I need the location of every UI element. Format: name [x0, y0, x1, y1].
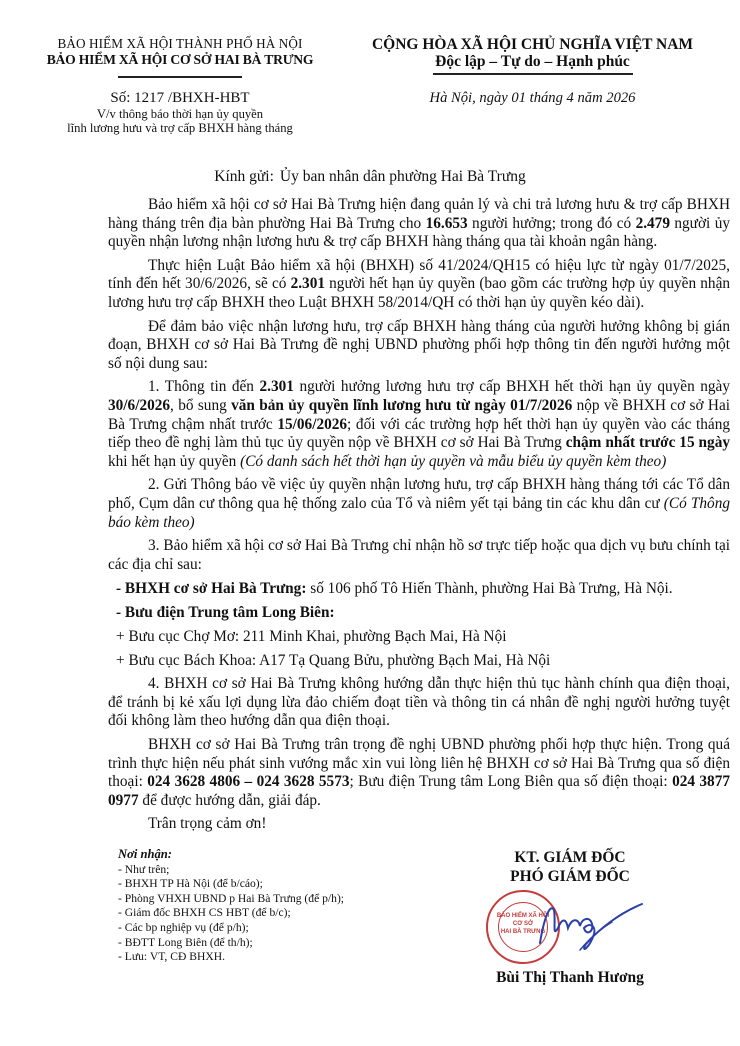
distribution-item: - BHXH TP Hà Nội (để b/cáo); — [118, 877, 263, 891]
stamp-and-signature — [470, 886, 670, 968]
subject-line-1: V/v thông báo thời hạn ủy quyền — [96, 106, 264, 121]
distribution-item: - Các bp nghiệp vụ (để p/h); — [118, 920, 249, 934]
address-post-cho-mo: + Bưu cục Chợ Mơ: 211 Minh Khai, phường Bạch Mai, Hà Nội — [116, 628, 507, 646]
thanks-line: Trân trọng cảm ơn! — [148, 815, 267, 833]
expiring-count: 2.301 — [290, 275, 325, 293]
national-motto: Độc lập – Tự do – Hạnh phúc — [435, 53, 630, 70]
distribution-item: - Như trên; — [118, 862, 170, 876]
official-stamp-icon: BẢO HIỂM XÃ HỘI CƠ SỞ HAI BÀ TRƯNG — [486, 890, 560, 964]
address-post-heading: - Bưu điện Trung tâm Long Biên: — [116, 604, 335, 622]
distribution-list — [118, 847, 418, 965]
signatory-title-1: KT. GIÁM ĐỐC — [514, 849, 626, 866]
distribution-item: - Phòng VHXH UBND p Hai Bà Trưng (để p/h); — [118, 891, 345, 905]
submission-deadline: 15/06/2026 — [277, 415, 348, 433]
required-document: văn bản ủy quyền lĩnh lương hưu từ ngày 01/7/2026 — [231, 396, 573, 414]
signature-block — [470, 848, 670, 987]
handwritten-signature-icon — [510, 888, 650, 958]
issuing-agency-block — [30, 36, 330, 135]
issuing-agency: BẢO HIỂM XÃ HỘI CƠ SỞ HAI BÀ TRƯNG — [46, 52, 314, 67]
post-office-phone: 024 3877 0977 — [108, 773, 731, 809]
nation-title: CỘNG HÒA XÃ HỘI CHỦ NGHĨA VIỆT NAM — [371, 36, 694, 53]
subject-line-2: lĩnh lương hưu và trợ cấp BHXH hàng tháng — [67, 120, 293, 135]
item-4: 4. BHXH cơ sở Hai Bà Trưng không hướng dẫn thực hiện thủ tục hành chính qua điện thoại, để tránh bị kẻ xấu lợi dụng lừa đảo chiếm đoạt tiền và thông tin cá nhân đề nghị người hưởng tuyệt đối không làm theo hướng dẫn qua điện thoại. — [108, 675, 730, 730]
paragraph-law: Thực hiện Luật Bảo hiểm xã hội (BHXH) số 41/2024/QH15 có hiệu lực từ ngày 01/7/2025, tính đến hết 30/6/2026, sẽ có 2.301 người hết hạn ủy quyền (bao gồm các trường hợp ủy quyền nhận lương hưu trợ cấp BHXH theo Luật BHXH 58/2014/QH có thời hạn ủy quyền kéo dài). — [108, 256, 731, 311]
address-post-bach-khoa: + Bưu cục Bách Khoa: A17 Tạ Quang Bửu, phường Bạch Mai, Hà Nội — [116, 652, 551, 670]
distribution-item: - BĐTT Long Biên (để th/h); — [118, 935, 253, 949]
total-beneficiaries: 16.653 — [425, 214, 468, 232]
addressee-label: Kính gửi: — [214, 168, 274, 185]
paragraph-intro: Bảo hiểm xã hội cơ sở Hai Bà Trưng hiện đang quản lý và chi trả lương hưu & trợ cấp BHXH hàng tháng trên địa bàn phường Hai Bà Trưng cho 16.653 người hưởng; trong đó có 2.479 người ủy quyền nhận lương nhận lương hưu & trợ cấp BHXH hàng tháng qua tài khoản ngân hàng. — [108, 196, 730, 251]
item-2: 2. Gửi Thông báo về việc ủy quyền nhận lương hưu, trợ cấp BHXH hàng tháng tới các Tổ dân phố, Cụm dân cư thông qua hệ thống zalo của Tổ và niêm yết tại bảng tin các khu dân cư (Có Thông báo kèm theo) — [108, 476, 730, 531]
place-and-date: Hà Nội, ngày 01 tháng 4 năm 2026 — [429, 89, 636, 106]
signatory-title-2: PHÓ GIÁM ĐỐC — [510, 868, 630, 885]
letter-body — [108, 196, 730, 839]
motto-underline — [433, 73, 633, 75]
agency-underline — [118, 76, 242, 78]
paragraph-purpose: Để đảm bảo việc nhận lương hưu, trợ cấp BHXH hàng tháng của người hưởng không bị gián đoạn, BHXH cơ sở Hai Bà Trưng đề nghị UBND phường phối hợp thông tin đến người hưởng một số nội dung sau: — [108, 317, 730, 372]
national-header-block — [340, 36, 725, 107]
signer-name: Bùi Thị Thanh Hương — [496, 969, 644, 986]
item-3: 3. Bảo hiểm xã hội cơ sở Hai Bà Trưng chỉ nhận hồ sơ trực tiếp hoặc qua dịch vụ bưu chính tại các địa chỉ sau: — [108, 537, 730, 573]
contact-phones: 024 3628 4806 – 024 3628 5573 — [147, 773, 350, 791]
attachment-note-2: (Có Thông báo kèm theo) — [108, 494, 730, 531]
address-office: - BHXH cơ sở Hai Bà Trưng: số 106 phố Tô Hiến Thành, phường Hai Bà Trưng, Hà Nội. — [116, 580, 673, 598]
authorized-count: 2.479 — [635, 214, 670, 232]
distribution-item: - Lưu: VT, CĐ BHXH. — [118, 950, 225, 964]
addressee — [0, 168, 740, 186]
attachment-note: (Có danh sách hết thời hạn ủy quyền và mẫu biểu ủy quyền kèm theo) — [240, 452, 667, 470]
document-number: Số: 1217 /BHXH-HBT — [110, 89, 250, 106]
distribution-item: - Giám đốc BHXH CS HBT (để b/c); — [118, 906, 291, 920]
item-1: 1. Thông tin đến 2.301 người hưởng lương hưu trợ cấp BHXH hết thời hạn ủy quyền ngày 30/6/2026, bổ sung văn bản ủy quyền lĩnh lương hưu từ ngày 01/7/2026 nộp về BHXH cơ sở Hai Bà Trưng chậm nhất trước 15/06/2026; đối với các trường hợp hết thời hạn ủy quyền vào các tháng tiếp theo đề nghị làm thủ tục ủy quyền nộp về BHXH cơ sở Hai Bà Trưng chậm nhất trước 15 ngày khi hết hạn ủy quyền (Có danh sách hết thời hạn ủy quyền và mẫu biểu ủy quyền kèm theo) — [108, 378, 730, 470]
paragraph-closing: BHXH cơ sở Hai Bà Trưng trân trọng đề nghị UBND phường phối hợp thực hiện. Trong quá trình thực hiện nếu phát sinh vướng mắc xin vui lòng liên hệ BHXH cơ sở Hai Bà Trưng qua số điện thoại: 024 3628 4806 – 024 3628 5573; Bưu điện Trung tâm Long Biên qua số điện thoại: 024 3877 0977 để được hướng dẫn, giải đáp. — [108, 736, 731, 809]
parent-agency: BẢO HIỂM XÃ HỘI THÀNH PHỐ HÀ NỘI — [57, 36, 303, 51]
distribution-title: Nơi nhận: — [118, 847, 173, 861]
addressee-name: Ủy ban nhân dân phường Hai Bà Trưng — [279, 168, 526, 185]
